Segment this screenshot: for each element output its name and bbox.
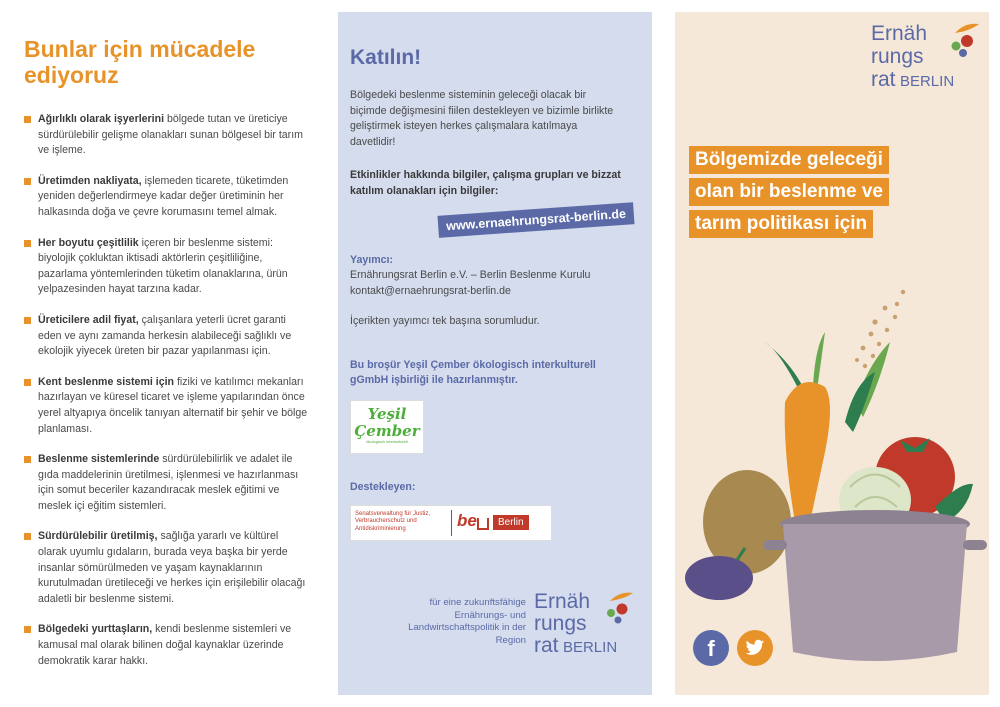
middle-panel bbox=[338, 12, 652, 695]
facebook-icon: f bbox=[707, 636, 715, 661]
join-intro: Bölgedeki beslenme sisteminin geleceği olacak bir biçimde değişmesini fiilen destekleyen ve bizimle birlikte geliştirmek isteyen herkes çalışmalara katılmaya davetlidir! bbox=[350, 89, 614, 148]
bullet-square-icon bbox=[24, 456, 31, 463]
bullet-square-icon bbox=[24, 626, 31, 633]
bullet-square-icon bbox=[24, 178, 31, 185]
plum bbox=[685, 556, 753, 600]
yesil-cember-logo: Yeşil Çember ökologisch interkulturell bbox=[350, 400, 424, 454]
bullet-item: Üretimden nakliyata, işlemeden ticarete, tüketimden yeniden değerlendirmeye kadar değer üretiminin her halkasında doğa ve çevre korumasını temel almak. bbox=[24, 174, 308, 221]
publisher-email[interactable]: kontakt@ernaehrungsrat-berlin.de bbox=[350, 284, 511, 297]
footer-logo: Ernäh rungs rat BERLIN bbox=[534, 591, 644, 659]
publisher-name: Ernährungsrat Berlin e.V. – Berlin Beslenme Kurulu bbox=[350, 269, 591, 281]
carrot bbox=[785, 382, 830, 532]
bullet-square-icon bbox=[24, 240, 31, 247]
footer-tagline: für eine zukunftsfähige Ernährungs- und Landwirtschaftspolitik in der Region bbox=[408, 597, 526, 646]
join-title: Katılın! bbox=[350, 46, 422, 69]
bullet-item: Ağırlıklı olarak işyerlerini bölgede tutan ve üreticiye sürdürülebilir gelişme olanakları sunan bölgesel bir tarım ve işleme. bbox=[24, 112, 308, 159]
cooperation-note: Bu broşür Yeşil Çember ökologisch interkulturell gGmbH işbirliği ile hazırlanmıştır. bbox=[350, 358, 596, 386]
twitter-button[interactable] bbox=[737, 630, 773, 666]
left-title: Bunlar için mücadele ediyoruz bbox=[24, 36, 256, 88]
header-logo: Ernäh rungs rat BERLIN bbox=[871, 22, 981, 93]
bullet-item: Üreticilere adil fiyat, çalışanlara yeterli ücret garanti eden ve aynı zamanda herkesin alabileceği sağlıklı ve ekolojik yiyecek üreten bir pazar yapılanması için. bbox=[24, 313, 308, 360]
supporter-label: Destekleyen: bbox=[350, 480, 416, 493]
vegetable-pot-illustration bbox=[675, 252, 989, 672]
publisher-label: Yayımcı: bbox=[350, 254, 393, 266]
cooking-pot bbox=[783, 524, 967, 661]
bullet-square-icon bbox=[24, 533, 31, 540]
bullet-list bbox=[24, 112, 308, 669]
bullet-item: Sürdürülebilir üretilmiş, sağlığa yararlı ve kültürel olarak uyumlu gıdaların, burada veya başka bir yerde insanlar sömürülmeden ve yaşam kaynaklarının kurutulmadan üretileceği ve herkes için erişilebilir olacağı adaletli bir beslenme sistemi. bbox=[24, 529, 308, 607]
bullet-item: Beslenme sistemlerinde sürdürülebilirlik ve adalet ile gıda maddelerinin üretilmesi, işlenmesi ve hazırlanması için somut beceriler kazandıracak meslek eğitimi ve meslek içi eğitim sistemleri. bbox=[24, 452, 308, 514]
left-panel bbox=[0, 0, 338, 707]
slogan: Bölgemizde geleceği olan bir beslenme ve tarım politikası için bbox=[689, 146, 889, 242]
info-heading: Etkinlikler hakkında bilgiler, çalışma grupları ve bizzat katılım olanakları için bilgiler: bbox=[350, 169, 621, 197]
twitter-icon bbox=[745, 639, 765, 657]
bullet-item: Her boyutu çeşitlilik içeren bir beslenme sistemi: biyolojik çokluktan iktisadi aktörlerin çeşitliliğine, pazarlama yöntemlerinden tüketim olanaklarına, ürün yelpazesinden hayat tarzına kadar. bbox=[24, 236, 308, 298]
responsibility-note: İçerikten yayımcı tek başına sorumludur. bbox=[350, 315, 540, 327]
bullet-square-icon bbox=[24, 379, 31, 386]
bullet-item: Bölgedeki yurttaşların, kendi beslenme sistemleri ve kamusal mal olarak bilinen doğal kaynaklar üzerinde demokratik karar hakkı. bbox=[24, 622, 308, 669]
berlin-bear-icon bbox=[477, 518, 489, 530]
website-link[interactable]: www.ernaehrungsrat-berlin.de bbox=[437, 202, 634, 238]
logo-fruit-icon bbox=[606, 591, 636, 625]
bullet-square-icon bbox=[24, 317, 31, 324]
bullet-item: Kent beslenme sistemi için fiziki ve katılımcı mekanları hazırlayan ve küresel ticaret ve işleme yapılarından önce yerel altyapıya öncelik tanıyan alternatif bir şehir ve bölge planlaması. bbox=[24, 375, 308, 437]
senat-logo: Senatsverwaltung für Justiz, Verbraucherschutz und Antidiskriminierung be Berlin bbox=[350, 505, 552, 541]
right-panel bbox=[675, 12, 989, 695]
logo-fruit-icon bbox=[951, 22, 981, 58]
bullet-square-icon bbox=[24, 116, 31, 123]
facebook-button[interactable] bbox=[693, 630, 729, 666]
